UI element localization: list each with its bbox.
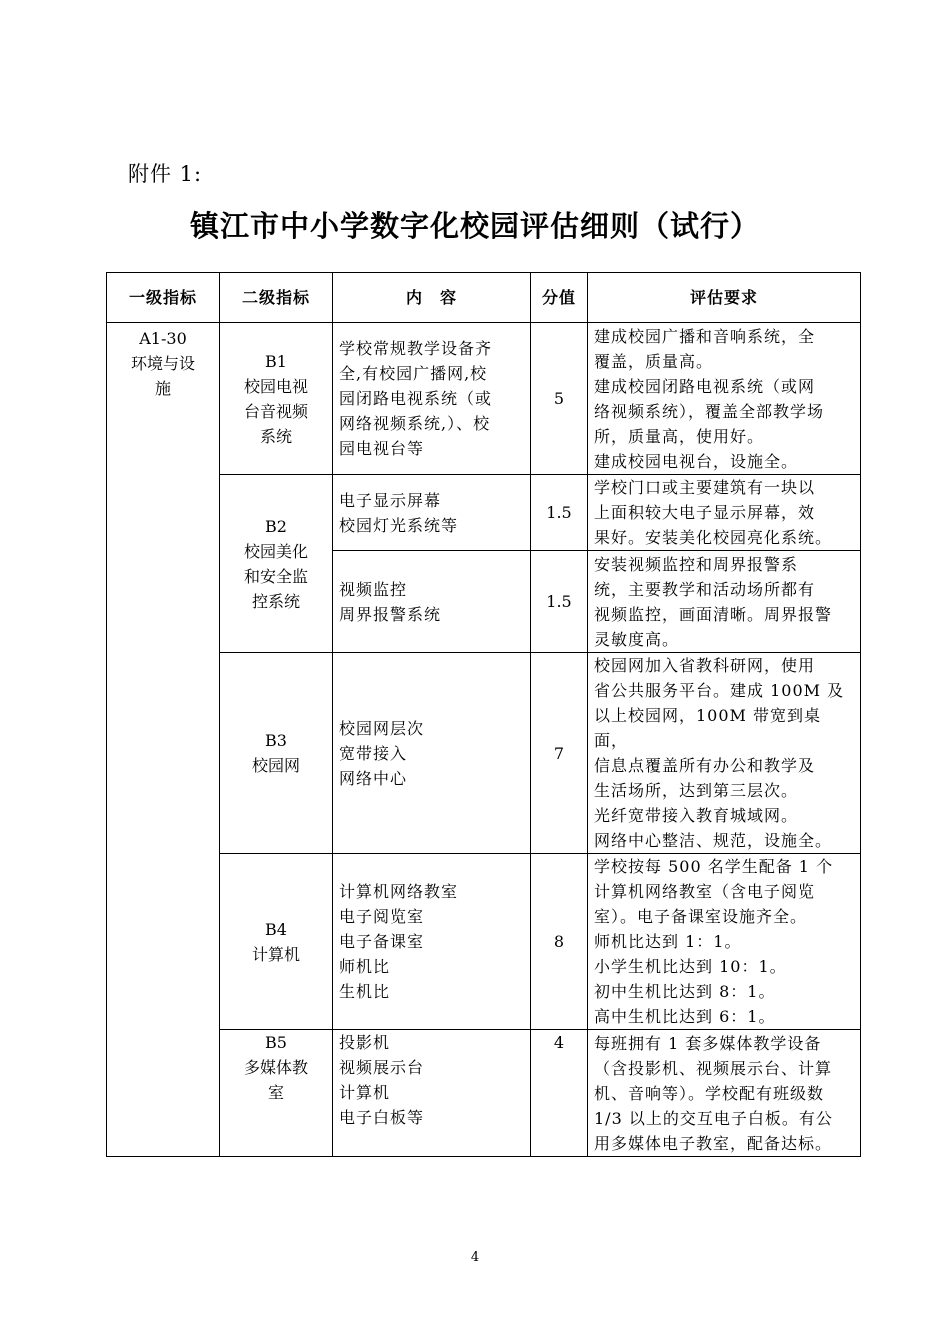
header-requirement: 评估要求 [588,273,861,323]
content-line: 电子备课室 [339,932,425,951]
score-cell: 7 [531,653,588,854]
requirement-cell [588,653,861,854]
table-header-row [107,273,861,323]
table-row [107,1030,861,1157]
requirement-line: 以上校园网，100M 带宽到桌面， [594,706,822,750]
requirement-line: （含投影机、视频展示台、计算 [594,1058,833,1078]
content-line: 视频监控 [339,579,408,599]
level2-name-line: 台音视频 [243,401,308,421]
level2-cell-b3 [220,653,333,854]
content-cell [333,475,531,551]
level1-code: A1-30 [139,329,187,348]
evaluation-table [106,272,861,1157]
level2-name-line: 室 [267,1083,284,1102]
requirement-line: 络视频系统），覆盖全部教学场 [594,401,825,421]
requirement-line: 网络中心整洁、规范，设施全。 [594,831,833,850]
level2-code: B4 [265,919,287,939]
requirement-line: 高中生机比达到 6：1。 [594,1007,776,1026]
content-line: 校园网层次 [339,718,425,738]
requirement-line: 建成校园广播和音响系统，全 [594,326,816,346]
content-line: 电子显示屏幕 [339,490,442,510]
content-line: 周界报警系统 [339,604,442,624]
level2-name-line: 多媒体教 [243,1058,308,1077]
level2-name-line: 校园网 [251,756,300,775]
requirement-line: 机、音响等）。学校配有班级数 [594,1083,825,1103]
page-number: 4 [470,1250,480,1265]
level2-cell-b5 [220,1030,333,1157]
requirement-line: 灵敏度高。 [594,629,680,649]
content-line: 计算机 [339,1083,391,1102]
requirement-cell [588,551,861,653]
content-line: 园闭路电视系统（或 [339,389,493,408]
content-line: 学校常规教学设备齐 [339,339,493,358]
level2-cell-b4 [220,854,333,1030]
table-row [107,475,861,551]
level2-name-line: 和安全监 [243,566,308,586]
requirement-line: 建成校园闭路电视系统（或网 [594,376,816,396]
table-row [107,854,861,1030]
score-cell: 5 [531,323,588,475]
requirement-line: 用多媒体电子教室，配备达标。 [594,1133,833,1153]
score-cell: 8 [531,854,588,1030]
level2-code: B2 [265,516,287,536]
content-cell [333,653,531,854]
requirement-line: 初中生机比达到 8：1。 [594,982,776,1001]
level2-code: B5 [265,1033,287,1052]
content-line: 视频展示台 [339,1058,425,1077]
attachment-label: 附件 1: [128,162,203,186]
level2-name-line: 校园美化 [243,541,308,561]
requirement-line: 果好。安装美化校园亮化系统。 [594,528,833,547]
requirement-line: 师机比达到 1：1。 [594,932,742,951]
requirement-line: 光纤宽带接入教育城域网。 [594,806,799,825]
content-line: 生机比 [339,982,391,1001]
content-line: 园电视台等 [339,439,425,458]
requirement-line: 1/3 以上的交互电子白板。有公 [594,1108,833,1128]
level2-name-line: 控系统 [251,591,300,611]
content-line: 师机比 [339,957,391,976]
content-line: 计算机网络教室 [339,882,459,901]
requirement-line: 统，主要教学和活动场所都有 [594,579,816,599]
level1-name-line: 环境与设 [130,354,195,373]
level1-cell [107,323,220,1157]
content-cell [333,551,531,653]
requirement-cell [588,1030,861,1157]
level2-name-line: 校园电视 [243,376,308,396]
level2-code: B1 [265,351,287,371]
level1-name-line: 施 [154,379,171,398]
level2-cell-b2 [220,475,333,653]
content-line: 宽带接入 [339,743,408,763]
score-cell: 4 [531,1030,588,1157]
level2-name-line: 计算机 [251,944,300,964]
header-content: 内 容 [333,273,531,323]
header-level1: 一级指标 [107,273,220,323]
requirement-line: 学校门口或主要建筑有一块以 [594,478,816,497]
requirement-line: 计算机网络教室（含电子阅览 [594,882,816,901]
requirement-line: 小学生机比达到 10：1。 [594,957,787,976]
level2-name-line: 系统 [259,426,292,446]
content-line: 投影机 [339,1033,391,1052]
requirement-line: 室）。电子备课室设施齐全。 [594,907,808,926]
requirement-line: 所，质量高，使用好。 [594,426,765,446]
requirement-line: 安装视频监控和周界报警系 [594,554,799,574]
score-cell: 1.5 [531,475,588,551]
content-line: 电子阅览室 [339,907,425,926]
header-level2: 二级指标 [220,273,333,323]
requirement-line: 学校按每 500 名学生配备 1 个 [594,857,834,876]
requirement-line: 生活场所，达到第三层次。 [594,781,799,800]
level2-cell-b1 [220,323,333,475]
requirement-line: 上面积较大电子显示屏幕，效 [594,503,816,522]
document-title: 镇江市中小学数字化校园评估细则（试行） [189,209,760,243]
requirement-line: 每班拥有 1 套多媒体教学设备 [594,1033,822,1053]
content-line: 校园灯光系统等 [339,515,459,535]
requirement-cell [588,854,861,1030]
content-line: 电子白板等 [339,1108,425,1127]
requirement-cell [588,323,861,475]
score-cell: 1.5 [531,551,588,653]
content-cell [333,323,531,475]
requirement-line: 视频监控，画面清晰。周界报警 [594,604,833,624]
requirement-line: 建成校园电视台，设施全。 [594,451,799,471]
content-cell [333,1030,531,1157]
header-score: 分值 [531,273,588,323]
content-line: 网络视频系统,）、校 [339,414,491,433]
content-line: 网络中心 [339,768,408,788]
requirement-cell [588,475,861,551]
requirement-line: 覆盖，质量高。 [594,351,714,371]
requirement-line: 信息点覆盖所有办公和教学及 [594,756,816,775]
requirement-line: 省公共服务平台。建成 100M 及 [594,681,845,700]
table-row [107,653,861,854]
level2-code: B3 [265,731,287,750]
table-row [107,323,861,475]
requirement-line: 校园网加入省教科研网，使用 [594,656,816,675]
content-line: 全,有校园广播网,校 [339,364,488,383]
content-cell [333,854,531,1030]
